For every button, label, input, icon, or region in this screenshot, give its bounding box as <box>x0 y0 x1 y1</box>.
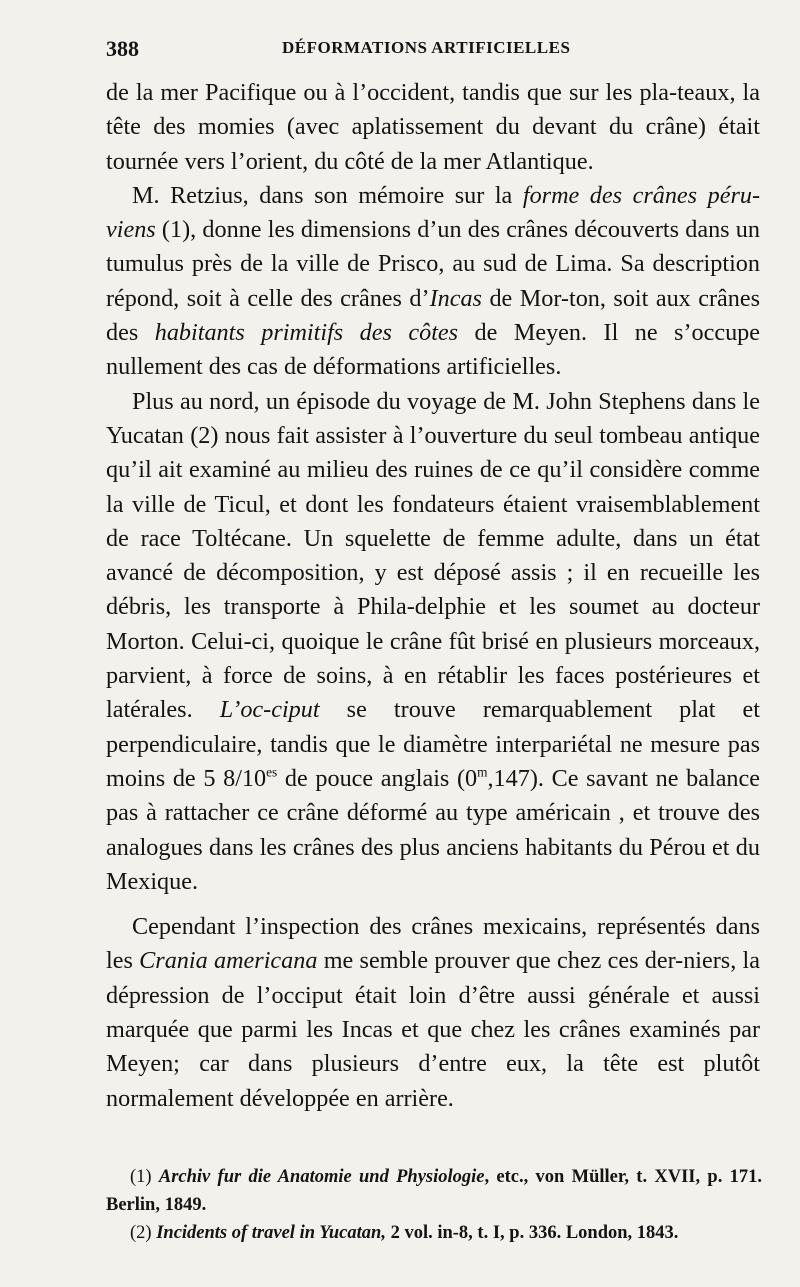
text-run: me semble prouver que chez ces der-niers, la dépression de l’occiput était loin d’être aussi générale et aussi marquée que parmi les Incas et que chez les crânes examinés par Meyen; car dans plusieurs d’entre eux, la tête est plutôt normalement développée en arrière. <box>106 947 760 1112</box>
italic-text: Incas <box>429 284 482 312</box>
paragraph <box>106 179 760 385</box>
italic-text: L’oc-ciput <box>219 696 320 724</box>
body-text <box>106 76 760 1116</box>
text-run: de la mer Pacifique ou à l’occident, tandis que sur les pla-teaux, la tête des momies (avec aplatissement du devant du crâne) était tournée vers l’orient, du côté de la mer Atlantique. <box>106 79 760 175</box>
text-run: 2 vol. in-8, t. I, p. 336. London, 1843. <box>385 1223 679 1243</box>
text-run: Plus au nord, un épisode du voyage de M. John Stephens dans le Yucatan (2) nous fait assister à l’ouverture du seul tombeau antique qu’il ait examiné au milieu des ruines de ce qu’il considère comme la ville de Ticul, et dont les fondateurs étaient vraisemblablement de race Toltécane. Un squelette de femme adulte, dans un état avancé de décomposition, y est déposé assis ; il en recueille les débris, les transporte à Phila-delphie et les soumet au docteur Morton. Celui-ci, quoique le crâne fût brisé en plusieurs morceaux, parvient, à force de soins, à en rétablir les faces postérieures et latérales. <box>106 387 760 724</box>
footnote <box>106 1219 762 1247</box>
text-run: de Mor-ton, soit aux crânes des <box>106 284 761 347</box>
text-run: (1) <box>130 1167 159 1187</box>
paragraph <box>106 910 760 1116</box>
superscript: es <box>266 764 278 780</box>
page-number: 388 <box>106 36 139 61</box>
text-run: (1), donne les dimensions d’un des crânes découverts dans un tumulus près de la ville de Prisco, au sud de Lima. Sa description répond, soit à celle des crânes d’ <box>106 216 760 312</box>
footnotes <box>106 1163 762 1247</box>
footnote <box>106 1163 762 1219</box>
text-run: , etc., von Müller, t. XVII, p. 171. Berlin, 1849. <box>106 1167 763 1215</box>
paragraph <box>106 76 760 179</box>
italic-text: Archiv fur die Anatomie und Physiologie <box>158 1167 485 1187</box>
superscript: m <box>477 764 488 780</box>
running-title: DÉFORMATIONS ARTIFICIELLES <box>282 38 571 57</box>
text-run: Cependant l’inspection des crânes mexicains, représentés dans les <box>106 913 760 975</box>
italic-text: Crania americana <box>139 947 318 975</box>
paragraph-gap <box>106 899 760 910</box>
text-run: ,147). Ce savant ne balance pas à rattacher ce crâne déformé au type américain , et trouve des analogues dans les crânes des plus anciens habitants du Pérou et du Mexique. <box>106 764 760 895</box>
italic-text: Incidents of travel in Yucatan, <box>156 1223 386 1243</box>
text-run: se trouve remarquablement plat et perpendiculaire, tandis que le diamètre interpariétal ne mesure pas moins de 5 8/10 <box>106 696 760 792</box>
page-header <box>106 36 760 60</box>
italic-text: forme des crânes péru-viens <box>106 181 761 244</box>
text-run: M. Retzius, dans son mémoire sur la <box>132 181 523 209</box>
paragraph <box>106 385 760 899</box>
text-run: de pouce anglais (0 <box>277 764 478 792</box>
text-run: (2) <box>130 1223 157 1243</box>
italic-text: habitants primitifs des côtes <box>154 319 459 347</box>
text-run: de Meyen. Il ne s’occupe nullement des cas de déformations artificielles. <box>106 319 760 381</box>
